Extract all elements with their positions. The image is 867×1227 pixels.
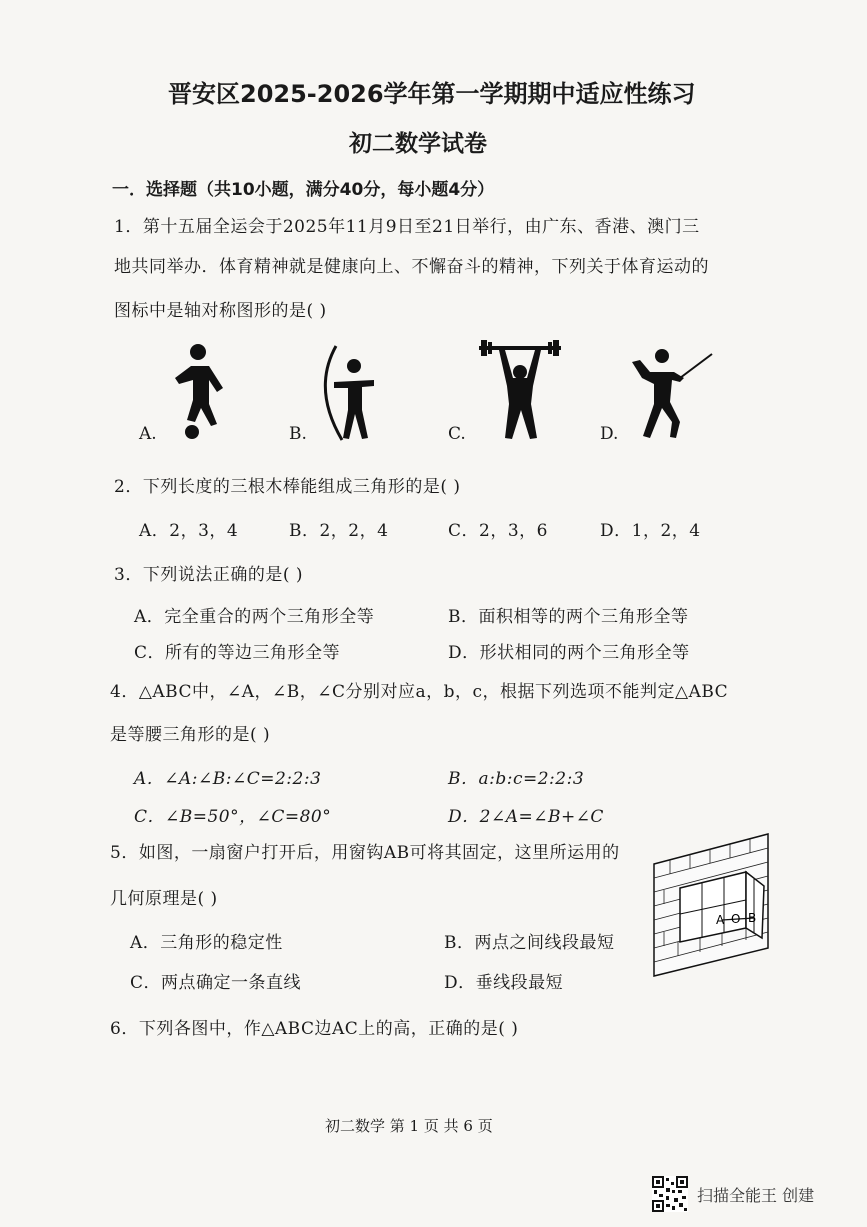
page-subtitle: 初二数学试卷 — [349, 131, 487, 157]
soccer-player-icon — [165, 342, 235, 442]
weightlifter-icon — [475, 338, 565, 442]
q5-line1: 5．如图，一扇窗户打开后，用窗钩AB可将其固定，这里所运用的 — [110, 843, 620, 863]
q3-option-c: C．所有的等边三角形全等 — [134, 643, 341, 663]
section-heading: 一．选择题（共10小题，满分40分，每小题4分） — [112, 180, 495, 200]
q1-option-c-label: C. — [448, 424, 466, 444]
q1-line3: 图标中是轴对称图形的是( ) — [114, 301, 327, 321]
fencer-icon — [628, 342, 718, 442]
q6-stem: 6．下列各图中，作△ABC边AC上的高，正确的是( ) — [110, 1019, 519, 1039]
q3-stem: 3．下列说法正确的是( ) — [114, 565, 303, 585]
watermark-text: 扫描全能王 创建 — [697, 1186, 815, 1205]
q4-line2: 是等腰三角形的是( ) — [110, 725, 271, 745]
q4-option-a: A．∠A:∠B:∠C=2:2:3 — [134, 769, 322, 789]
label-o: O — [731, 912, 741, 926]
label-a: A — [716, 913, 725, 927]
archer-icon — [318, 344, 378, 444]
q4-option-b: B．a:b:c=2:2:3 — [448, 769, 585, 789]
q3-option-b: B．面积相等的两个三角形全等 — [448, 607, 689, 627]
label-b: B — [748, 911, 757, 925]
window-hook-figure — [650, 830, 772, 978]
q4-line1: 4．△ABC中，∠A，∠B，∠C分别对应a，b，c，根据下列选项不能判定△ABC — [110, 682, 729, 702]
q5-option-d: D．垂线段最短 — [444, 973, 564, 993]
q2-option-b: B．2，2，4 — [289, 521, 389, 541]
page-footer: 初二数学 第 1 页 共 6 页 — [325, 1117, 493, 1135]
q4-option-c: C．∠B=50°，∠C=80° — [134, 807, 332, 827]
q2-option-d: D．1，2，4 — [600, 521, 701, 541]
q5-option-b: B．两点之间线段最短 — [444, 933, 615, 953]
q2-option-a: A．2，3，4 — [139, 521, 239, 541]
q1-option-a-label: A. — [139, 424, 157, 444]
qr-code-icon — [652, 1176, 688, 1212]
q1-line1: 1．第十五届全运会于2025年11月9日至21日举行，由广东、香港、澳门三 — [114, 217, 700, 237]
q3-option-a: A．完全重合的两个三角形全等 — [134, 607, 375, 627]
q1-option-d-label: D. — [600, 424, 619, 444]
q1-line2: 地共同举办．体育精神就是健康向上、不懈奋斗的精神，下列关于体育运动的 — [114, 257, 709, 277]
q4-option-d: D．2∠A=∠B+∠C — [448, 807, 604, 827]
page-title: 晋安区2025-2026学年第一学期期中适应性练习 — [168, 80, 696, 108]
q5-option-a: A．三角形的稳定性 — [130, 933, 283, 953]
q5-line2: 几何原理是( ) — [110, 889, 218, 909]
q5-option-c: C．两点确定一条直线 — [130, 973, 302, 993]
q2-option-c: C．2，3，6 — [448, 521, 548, 541]
q1-option-b-label: B. — [289, 424, 307, 444]
q2-stem: 2．下列长度的三根木棒能组成三角形的是( ) — [114, 477, 461, 497]
q3-option-d: D．形状相同的两个三角形全等 — [448, 643, 690, 663]
